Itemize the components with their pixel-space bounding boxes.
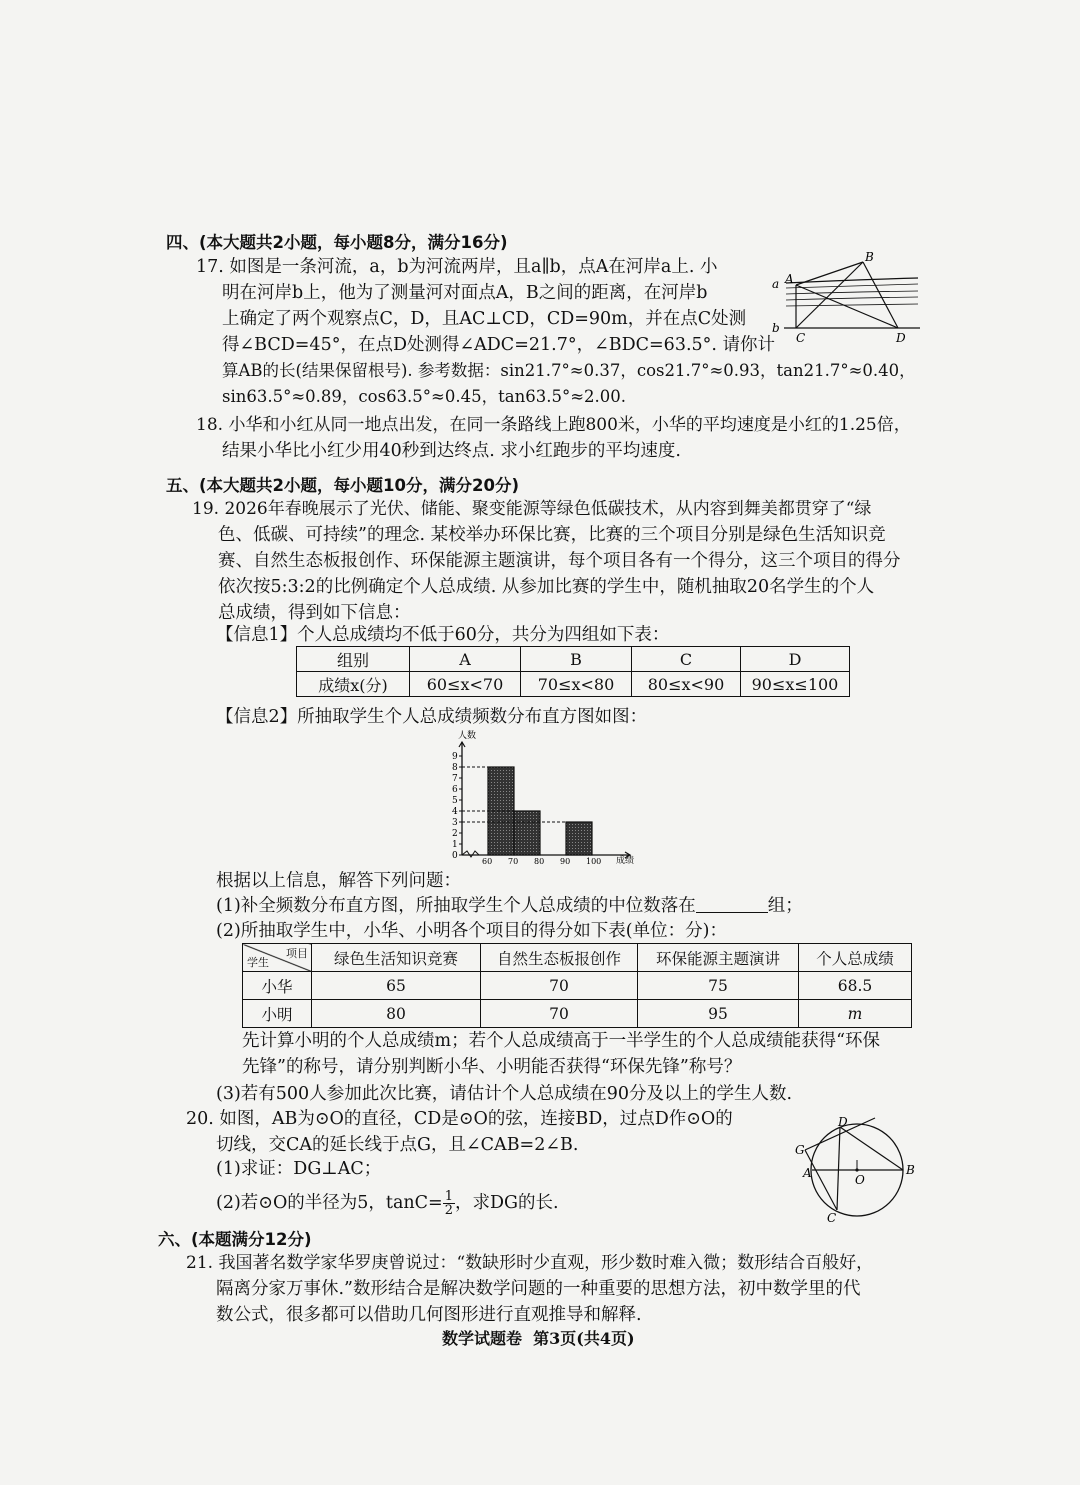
x-tick-label: 60 [482, 857, 493, 866]
q17-line: 上确定了两个观察点C，D，且AC⊥CD，CD=90m，并在点C处测 [222, 309, 747, 329]
fraction-denominator: 2 [444, 1203, 454, 1218]
table-cell: C [632, 647, 741, 672]
q21-line: 21. 我国著名数学家华罗庚曾说过：“数缺形时少直观，形少数时难入微；数形结合百般好， [186, 1253, 874, 1273]
fraction-numerator: 1 [444, 1189, 454, 1204]
label-g: G [795, 1143, 805, 1157]
section-5-title: 五、(本大题共2小题，每小题10分，满分20分) [166, 476, 519, 495]
q20-part-2-tail: ，求DG的长. [455, 1193, 559, 1213]
q19-part-3: (3)若有500人参加此次比赛，请估计个人总成绩在90分及以上的学生人数. [216, 1084, 793, 1104]
table-cell: 70≤x<80 [521, 672, 632, 697]
segment-cb [796, 262, 863, 328]
label-c: C [827, 1211, 837, 1225]
table-cell: A [410, 647, 521, 672]
label-a: a [772, 277, 780, 291]
table-row [243, 1000, 912, 1028]
histogram-marks [452, 742, 630, 866]
center-point [855, 1168, 858, 1171]
fraction [443, 1190, 455, 1217]
table-cell: 组别 [297, 647, 410, 672]
question-18 [196, 412, 911, 464]
y-tick-label: 9 [452, 752, 458, 762]
corner-label-item: 项目 [286, 947, 308, 960]
q19-part-2-line: 先计算小明的个人总成绩m；若个人总成绩高于一半学生的个人总成绩能获得“环保 [242, 1031, 881, 1051]
table-row [297, 647, 850, 672]
table-cell: B [521, 647, 632, 672]
river-wave-line [786, 291, 918, 294]
q18-line: 结果小华比小红少用40秒到达终点. 求小红跑步的平均速度. [222, 441, 681, 461]
q21-line: 数公式，很多都可以借助几何图形进行直观推导和解释. [216, 1305, 642, 1325]
section-6-title: 六、(本题满分12分) [158, 1230, 312, 1249]
river-figure [768, 250, 928, 345]
y-tick-label: 7 [452, 774, 458, 784]
y-tick-label: 5 [452, 796, 458, 806]
table-cell: D [741, 647, 850, 672]
q19-line: 色、低碳、可持续”的理念. 某校举办环保比赛，比赛的三个项目分别是绿色生活知识竞 [218, 525, 886, 545]
q17-line: 算AB的长(结果保留根号). 参考数据：sin21.7°≈0.37，cos21.7°≈0.93，tan21.7°≈0.40， [222, 361, 916, 380]
y-tick-label: 6 [452, 785, 458, 795]
q19-part-1-text: (1)补全频数分布直方图，所抽取学生个人总成绩的中位数落在 [216, 896, 696, 916]
answer-blank [696, 894, 768, 913]
label-d: D [838, 1115, 848, 1129]
label-a: A [803, 1166, 812, 1180]
q21-line: 隔离分家万事休.”数形结合是解决数学问题的一种重要的思想方法，初中数学里的代 [216, 1279, 861, 1299]
y-tick-label: 1 [452, 840, 458, 850]
table-row [243, 944, 912, 972]
chord-cd [837, 1127, 840, 1210]
table-cell: 65 [312, 972, 481, 1000]
q19-line: 依次按5:3:2的比例确定个人总成绩. 从参加比赛的学生中，随机抽取20名学生的个人 [218, 577, 875, 597]
label-b: B [906, 1163, 915, 1177]
segment-db [863, 262, 898, 328]
q19-part-2: (2)所抽取学生中，小华、小明各个项目的得分如下表(单位：分)： [216, 921, 727, 941]
y-tick-label: 4 [452, 807, 458, 817]
q19-line: 总成绩，得到如下信息： [218, 603, 411, 623]
label-point-d: D [896, 331, 906, 345]
q20-part-2-text: (2)若⊙O的半径为5，tanC= [216, 1193, 443, 1213]
q17-line: 17. 如图是一条河流，a，b为河流两岸，且a∥b，点A在河岸a上. 小 [196, 257, 718, 277]
q19-part-2-line: 先锋”的称号，请分别判断小华、小明能否获得“环保先锋”称号？ [242, 1057, 742, 1077]
q19-part-2-body [242, 1028, 880, 1080]
q19-line: 19. 2026年春晚展示了光伏、储能、聚变能源等绿色低碳技术，从内容到舞美都贯穿了“绿 [192, 499, 872, 519]
questions-intro: 根据以上信息，解答下列问题： [216, 871, 461, 891]
table-cell: 70 [481, 972, 638, 1000]
corner-label-student: 学生 [247, 956, 269, 969]
y-tick-label: 2 [452, 829, 458, 839]
question-19 [192, 496, 901, 626]
q17-line: 得∠BCD=45°，在点D处测得∠ADC=21.7°，∠BDC=63.5°. 请你计 [222, 335, 776, 355]
label-o: O [855, 1173, 865, 1187]
x-tick-label: 90 [560, 857, 571, 866]
y-tick-label: 8 [452, 763, 458, 773]
segment-bd [840, 1127, 903, 1170]
label-point-a: A [785, 272, 794, 286]
table-row [297, 672, 850, 697]
histogram-chart [440, 728, 640, 868]
section-4-title: 四、(本大题共2小题，每小题8分，满分16分) [166, 233, 508, 252]
q17-line: 明在河岸b上，他为了测量河对面点A，B之间的距离，在河岸b [222, 283, 708, 303]
table-cell: 75 [638, 972, 799, 1000]
table-cell: 80≤x<90 [632, 672, 741, 697]
table-cell: 成绩x(分) [297, 672, 410, 697]
label-point-c: C [796, 331, 806, 345]
table-cell: 95 [638, 1000, 799, 1028]
circle-figure [785, 1114, 925, 1226]
group-table [296, 646, 850, 697]
page-footer: 数学试题卷 第3页(共4页) [442, 1329, 635, 1348]
table-cell: 68.5 [799, 972, 912, 1000]
table-cell: 自然生态板报创作 [481, 944, 638, 972]
q19-part-1-tail: 组； [767, 896, 803, 916]
q20-line: 20. 如图，AB为⊙O的直径，CD是⊙O的弦，连接BD，过点D作⊙O的 [186, 1109, 733, 1129]
line-cg [805, 1150, 837, 1210]
river-wave-line [786, 304, 918, 306]
table-row [243, 972, 912, 1000]
y-tick-label: 0 [452, 851, 458, 861]
table-corner-cell [243, 944, 312, 972]
x-tick-label: 100 [586, 857, 602, 866]
q20-line: 切线，交CA的延长线于点G，且∠CAB=2∠B. [216, 1135, 579, 1155]
table-cell: 小明 [243, 1000, 312, 1028]
table-cell: 绿色生活知识竞赛 [312, 944, 481, 972]
label-b: b [772, 321, 780, 335]
table-cell: m [799, 1000, 912, 1028]
histogram-bar [488, 767, 514, 855]
x-tick-label: 80 [534, 857, 545, 866]
label-point-b: B [865, 250, 874, 264]
q19-part-1 [216, 893, 803, 919]
table-cell: 环保能源主题演讲 [638, 944, 799, 972]
q17-line: sin63.5°≈0.89，cos63.5°≈0.45，tan63.5°≈2.00. [222, 387, 627, 406]
table-cell: 小华 [243, 972, 312, 1000]
x-tick-label: 70 [508, 857, 519, 866]
x-axis-label: 成绩 [616, 856, 635, 866]
river-wave-line [786, 297, 918, 300]
table-cell: 个人总成绩 [799, 944, 912, 972]
q18-line: 18. 小华和小红从同一地点出发，在同一条路线上跑800米，小华的平均速度是小红的1.25倍， [196, 415, 911, 435]
table-cell: 60≤x<70 [410, 672, 521, 697]
q20-part-2 [216, 1186, 559, 1220]
score-table [242, 943, 912, 1028]
question-21 [186, 1250, 873, 1328]
info-2: 【信息2】所抽取学生个人总成绩频数分布直方图如图： [216, 707, 648, 727]
y-tick-label: 3 [452, 818, 458, 828]
river-wave-line [786, 284, 918, 288]
histogram-bar [514, 811, 540, 855]
axis-break [462, 851, 479, 857]
table-cell: 70 [481, 1000, 638, 1028]
y-axis-label: 人数 [458, 731, 477, 741]
question-20 [186, 1106, 733, 1158]
q20-part-1: (1)求证：DG⊥AC； [216, 1159, 382, 1179]
q19-line: 赛、自然生态板报创作、环保能源主题演讲，每个项目各有一个得分，这三个项目的得分 [218, 551, 901, 571]
histogram-bar [566, 822, 592, 855]
info-1: 【信息1】个人总成绩均不低于60分，共分为四组如下表： [216, 625, 670, 645]
table-cell: 90≤x≤100 [741, 672, 850, 697]
table-cell: 80 [312, 1000, 481, 1028]
